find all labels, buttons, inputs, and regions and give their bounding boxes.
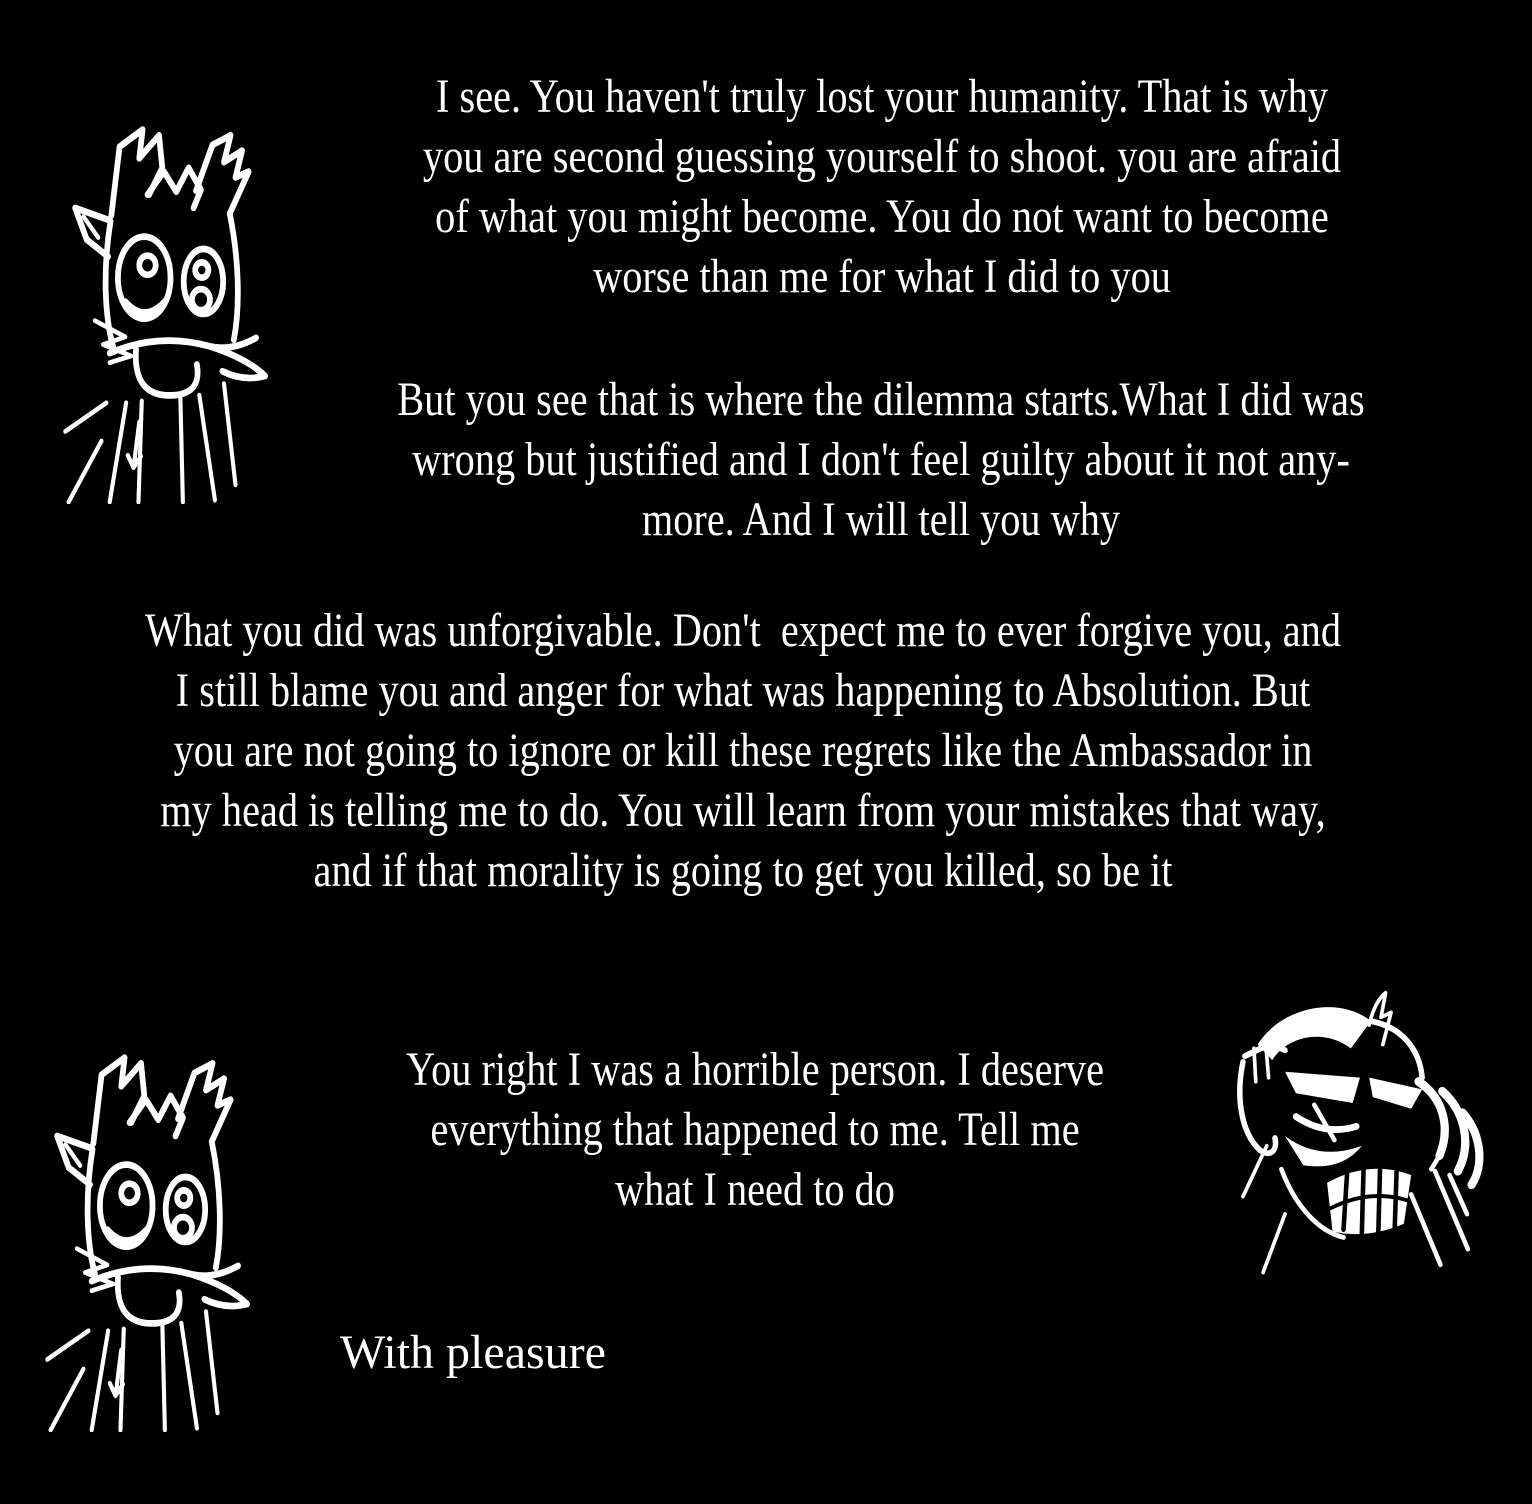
dialogue-creature-paragraph-3: You right I was a horrible person. I deserve everything that happened to me. Tell me what I need to do: [406, 1043, 1104, 1216]
dialogue-creature-paragraph-2: But you see that is where the dilemma starts.What I did was wrong but justified and I don't feel guilty about it not any- more. And I will tell you why: [397, 373, 1365, 546]
dialogue-grinning-reply: With pleasure: [340, 1326, 606, 1379]
dialogue-creature-paragraph-1: I see. You haven't truly lost your humanity. That is why you are second guessing yourself to shoot. you are afraid of what you might become. You do not want to become worse than me for what I did to you: [422, 70, 1342, 303]
dialogue-reply-paragraph: What you did was unforgivable. Don't expect me to ever forgive you, and I still blame you and anger for what was happening to Absolution. But you are not going to ignore or kill these regrets like the Ambassador in my head is telling me to do. You will learn from your mistakes that way, and if that morality is going to get you killed, so be it: [144, 604, 1342, 897]
